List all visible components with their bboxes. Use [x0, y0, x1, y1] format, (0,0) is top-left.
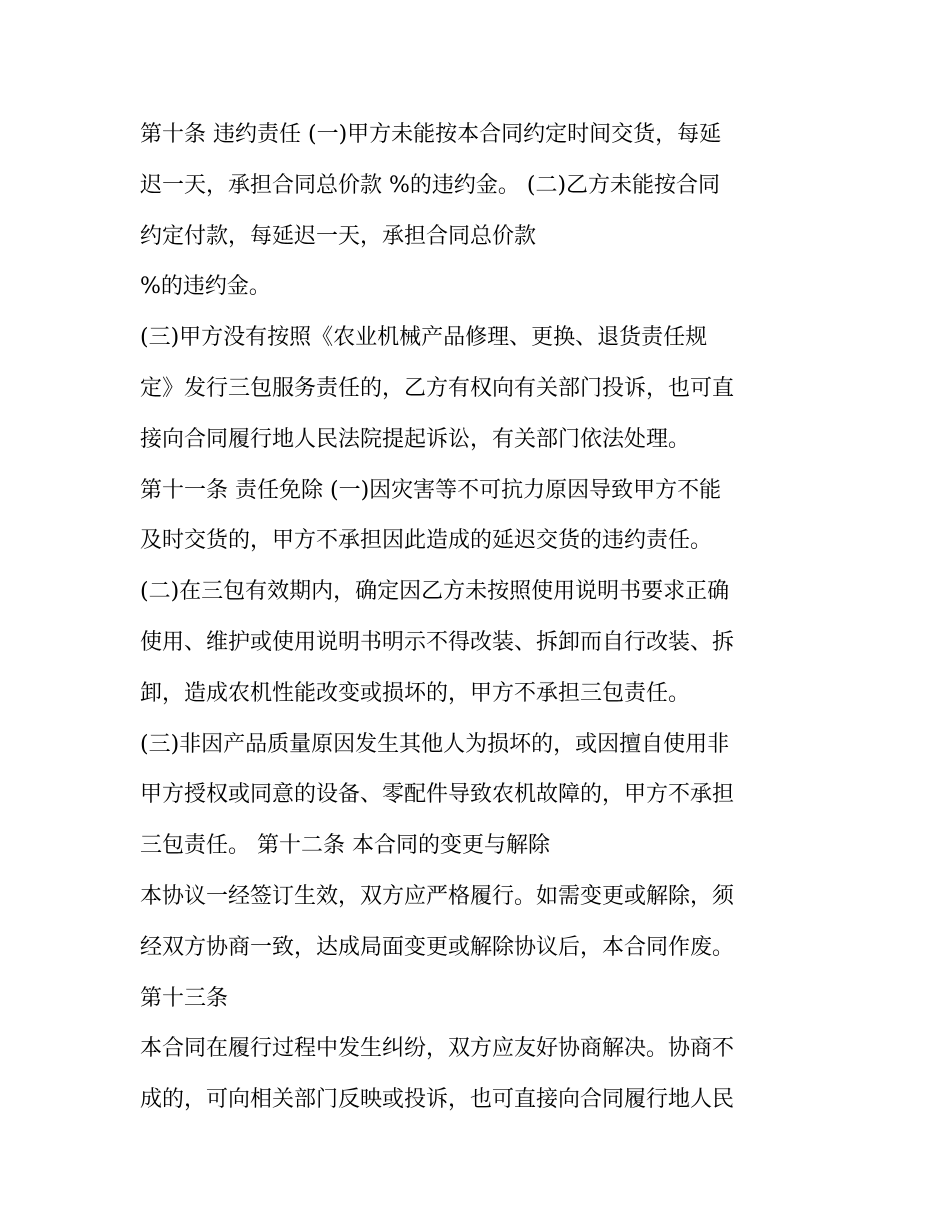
text-line: 三包责任。 第十二条 本合同的变更与解除: [140, 833, 550, 859]
text-line: 接向合同履行地人民法院提起诉讼，有关部门依法处理。: [140, 426, 691, 452]
text-line: 定》发行三包服务责任的，乙方有权向有关部门投诉，也可直: [140, 375, 735, 401]
text-line: (三)甲方没有按照《农业机械产品修理、更换、退货责任规: [140, 325, 708, 351]
text-line: 第十三条: [140, 985, 229, 1011]
text-line: 卸，造成农机性能改变或损坏的，甲方不承担三包责任。: [140, 680, 691, 706]
text-line: %的违约金。: [140, 274, 271, 300]
text-line: (二)在三包有效期内，确定因乙方未按照使用说明书要求正确: [140, 579, 730, 605]
text-line: 本协议一经签订生效，双方应严格履行。如需变更或解除，须: [140, 883, 735, 909]
text-line: 第十一条 责任免除 (一)因灾害等不可抗力原因导致甲方不能: [140, 477, 722, 503]
text-line: 经双方协商一致，达成局面变更或解除协议后，本合同作废。: [140, 934, 735, 960]
text-line: 及时交货的，甲方不承担因此造成的延迟交货的违约责任。: [140, 528, 713, 554]
text-line: 成的，可向相关部门反映或投诉，也可直接向合同履行地人民: [140, 1087, 735, 1113]
text-line: (三)非因产品质量原因发生其他人为损坏的，或因擅自使用非: [140, 731, 730, 757]
contract-text-body: [140, 110, 812, 1126]
text-line: 第十条 违约责任 (一)甲方未能按本合同约定时间交货，每延: [140, 122, 722, 147]
text-line: 约定付款，每延迟一天，承担合同总价款: [140, 223, 537, 249]
text-line: 迟一天，承担合同总价款 %的违约金。 (二)乙方未能按合同: [140, 172, 721, 198]
text-line: 本合同在履行过程中发生纠纷，双方应友好协商解决。协商不: [140, 1036, 735, 1062]
text-line: 甲方授权或同意的设备、零配件导致农机故障的，甲方不承担: [140, 782, 735, 808]
text-line: 使用、维护或使用说明书明示不得改装、拆卸而自行改装、拆: [140, 629, 735, 655]
